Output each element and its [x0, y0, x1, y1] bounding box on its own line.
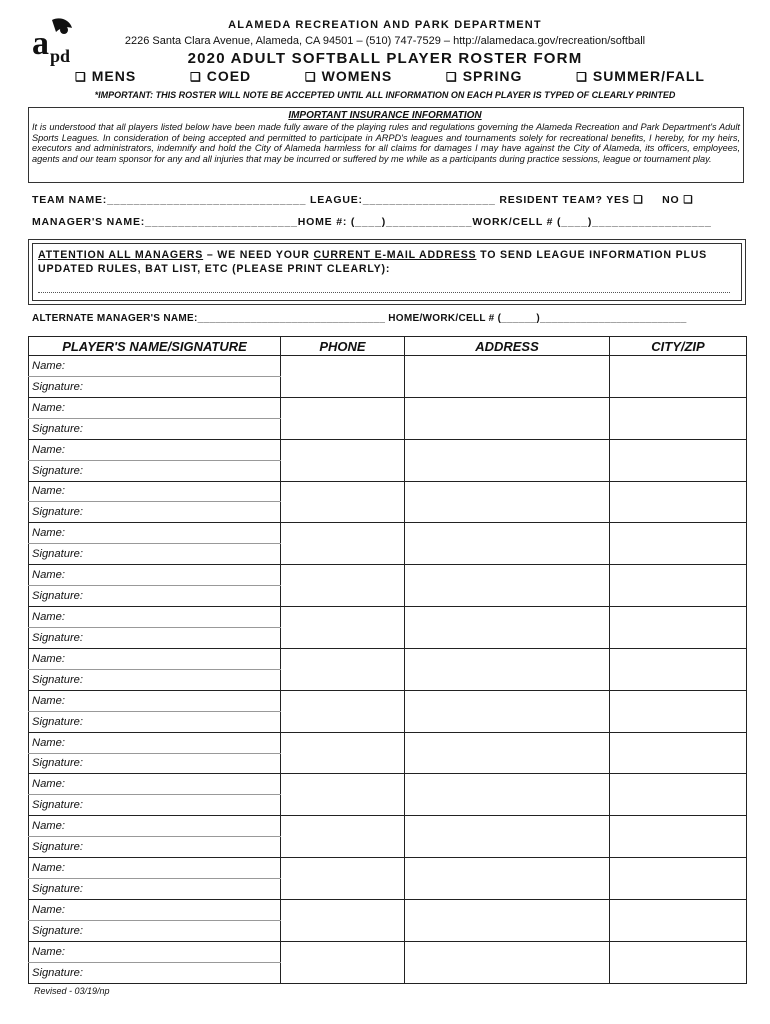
city-zip-field[interactable]: [610, 816, 747, 858]
phone-field[interactable]: [281, 732, 405, 774]
city-zip-field[interactable]: [610, 565, 747, 607]
player-name-field[interactable]: Name:: [29, 356, 281, 377]
category-spring[interactable]: ❑ SPRING: [445, 68, 523, 84]
player-name-field[interactable]: Name:: [29, 439, 281, 460]
checkbox-icon[interactable]: ❑: [75, 70, 87, 84]
address-field[interactable]: [405, 690, 610, 732]
phone-field[interactable]: [281, 397, 405, 439]
player-signature-field[interactable]: Signature:: [29, 502, 281, 523]
attention-text: ATTENTION ALL MANAGERS – WE NEED YOUR CURRENT E-MAIL ADDRESS TO SEND LEAGUE INFORMATION PLUS UPDATED RULES, BAT LIST, ETC (PLEASE PRINT CLEARLY):: [38, 249, 708, 275]
phone-field[interactable]: [281, 899, 405, 941]
phone-field[interactable]: [281, 816, 405, 858]
phone-field[interactable]: [281, 690, 405, 732]
player-signature-field[interactable]: Signature:: [29, 586, 281, 607]
player-signature-field[interactable]: Signature:: [29, 376, 281, 397]
table-row: [29, 607, 747, 628]
important-note: *IMPORTANT: THIS ROSTER WILL NOTE BE ACCEPTED UNTIL ALL INFORMATION ON EACH PLAYER IS TYPED OF CLEARLY PRINTED: [94, 90, 676, 100]
player-name-field[interactable]: Name:: [29, 858, 281, 879]
address-field[interactable]: [405, 858, 610, 900]
table-row: [29, 356, 747, 377]
address-field[interactable]: [405, 397, 610, 439]
table-row: [29, 481, 747, 502]
player-signature-field[interactable]: Signature:: [29, 711, 281, 732]
address-field[interactable]: [405, 648, 610, 690]
phone-field[interactable]: [281, 648, 405, 690]
email-entry-line[interactable]: [38, 292, 730, 293]
table-row: [29, 858, 747, 879]
table-row: [29, 816, 747, 837]
column-header-city-zip: CITY/ZIP: [610, 337, 747, 356]
player-signature-field[interactable]: Signature:: [29, 837, 281, 858]
svg-text:a: a: [32, 25, 49, 62]
svg-text:pd: pd: [50, 46, 71, 66]
organization-address: 2226 Santa Clara Avenue, Alameda, CA 94501 – (510) 747-7529 – http://alamedaca.gov/recreation/softball: [124, 35, 646, 47]
phone-field[interactable]: [281, 439, 405, 481]
address-field[interactable]: [405, 774, 610, 816]
player-name-field[interactable]: Name:: [29, 690, 281, 711]
category-coed[interactable]: ❑ COED: [189, 68, 252, 84]
form-title: 2020 ADULT SOFTBALL PLAYER ROSTER FORM: [187, 50, 583, 67]
category-womens[interactable]: ❑ WOMENS: [304, 68, 393, 84]
phone-field[interactable]: [281, 607, 405, 649]
city-zip-field[interactable]: [610, 899, 747, 941]
player-signature-field[interactable]: Signature:: [29, 879, 281, 900]
team-league-line[interactable]: TEAM NAME:______________________________ LEAGUE:____________________ RESIDENT TEAM? YES ❑ NO ❑: [32, 194, 694, 206]
organization-name: ALAMEDA RECREATION AND PARK DEPARTMENT: [228, 19, 542, 31]
checkbox-icon[interactable]: ❑: [304, 70, 317, 84]
checkbox-icon[interactable]: ❑: [189, 70, 202, 84]
address-field[interactable]: [405, 732, 610, 774]
city-zip-field[interactable]: [610, 439, 747, 481]
checkbox-icon[interactable]: ❑: [445, 70, 458, 84]
player-signature-field[interactable]: Signature:: [29, 460, 281, 481]
address-field[interactable]: [405, 565, 610, 607]
phone-field[interactable]: [281, 858, 405, 900]
address-field[interactable]: [405, 899, 610, 941]
column-header-address: ADDRESS: [405, 337, 610, 356]
table-row: [29, 899, 747, 920]
player-name-field[interactable]: Name:: [29, 523, 281, 544]
player-name-field[interactable]: Name:: [29, 607, 281, 628]
player-signature-field[interactable]: Signature:: [29, 669, 281, 690]
address-field[interactable]: [405, 523, 610, 565]
phone-field[interactable]: [281, 941, 405, 983]
city-zip-field[interactable]: [610, 774, 747, 816]
player-signature-field[interactable]: Signature:: [29, 920, 281, 941]
player-name-field[interactable]: Name:: [29, 565, 281, 586]
revision-note: Revised - 03/19/np: [34, 986, 110, 996]
address-field[interactable]: [405, 439, 610, 481]
category-checkboxes: [75, 68, 705, 84]
phone-field[interactable]: [281, 774, 405, 816]
insurance-text: It is understood that all players listed below have been made fully aware of the playing rules and regulations governing the Alameda Recreation and Park Department's Adult Sports Leagues. In consideration of being accepted and permitted to participate in ARPD's leagues and tournaments solely for recreational benefits, I hereby, for my heirs, executors and administrators, indemnify and hold the City of Alameda harmless for all claims for damages I may have against the City of Alameda, its officers, employees, agents and our team sponsor for any and all injuries that may be incurred or suffered by me while as a participants during practice sessions, league or tournament play.: [32, 122, 740, 164]
category-summer-fall[interactable]: ❑ SUMMER/FALL: [576, 68, 705, 84]
phone-field[interactable]: [281, 356, 405, 398]
phone-field[interactable]: [281, 565, 405, 607]
alternate-manager-line[interactable]: ALTERNATE MANAGER'S NAME:________________________________ HOME/WORK/CELL # (______)_________________________: [32, 313, 687, 324]
city-zip-field[interactable]: [610, 481, 747, 523]
address-field[interactable]: [405, 356, 610, 398]
player-signature-field[interactable]: Signature:: [29, 418, 281, 439]
city-zip-field[interactable]: [610, 397, 747, 439]
column-header-phone: PHONE: [281, 337, 405, 356]
insurance-title: IMPORTANT INSURANCE INFORMATION: [288, 110, 482, 121]
phone-field[interactable]: [281, 523, 405, 565]
manager-line[interactable]: MANAGER'S NAME:_______________________HOME #: (____)_____________WORK/CELL # (____)__________________: [32, 216, 712, 228]
player-signature-field[interactable]: Signature:: [29, 962, 281, 983]
table-row: [29, 397, 747, 418]
player-name-field[interactable]: Name:: [29, 397, 281, 418]
checkbox-icon[interactable]: ❑: [576, 70, 588, 84]
player-name-field[interactable]: Name:: [29, 816, 281, 837]
column-header-player: PLAYER'S NAME/SIGNATURE: [29, 337, 281, 356]
player-signature-field[interactable]: Signature:: [29, 627, 281, 648]
address-field[interactable]: [405, 607, 610, 649]
city-zip-field[interactable]: [610, 941, 747, 983]
player-name-field[interactable]: Name:: [29, 774, 281, 795]
address-field[interactable]: [405, 481, 610, 523]
table-row: [29, 523, 747, 544]
player-signature-field[interactable]: Signature:: [29, 795, 281, 816]
city-zip-field[interactable]: [610, 607, 747, 649]
table-row: [29, 941, 747, 962]
player-name-field[interactable]: Name:: [29, 899, 281, 920]
city-zip-field[interactable]: [610, 858, 747, 900]
city-zip-field[interactable]: [610, 648, 747, 690]
phone-field[interactable]: [281, 481, 405, 523]
player-name-field[interactable]: Name:: [29, 648, 281, 669]
table-row: [29, 774, 747, 795]
table-row: [29, 690, 747, 711]
address-field[interactable]: [405, 816, 610, 858]
player-signature-field[interactable]: Signature:: [29, 544, 281, 565]
table-row: [29, 648, 747, 669]
address-field[interactable]: [405, 941, 610, 983]
city-zip-field[interactable]: [610, 523, 747, 565]
player-name-field[interactable]: Name:: [29, 481, 281, 502]
city-zip-field[interactable]: [610, 732, 747, 774]
table-row: [29, 732, 747, 753]
table-row: [29, 565, 747, 586]
table-row: [29, 439, 747, 460]
city-zip-field[interactable]: [610, 356, 747, 398]
roster-table: [28, 336, 747, 984]
player-name-field[interactable]: Name:: [29, 732, 281, 753]
city-zip-field[interactable]: [610, 690, 747, 732]
player-signature-field[interactable]: Signature:: [29, 753, 281, 774]
category-mens[interactable]: ❑ MENS: [75, 68, 137, 84]
player-name-field[interactable]: Name:: [29, 941, 281, 962]
